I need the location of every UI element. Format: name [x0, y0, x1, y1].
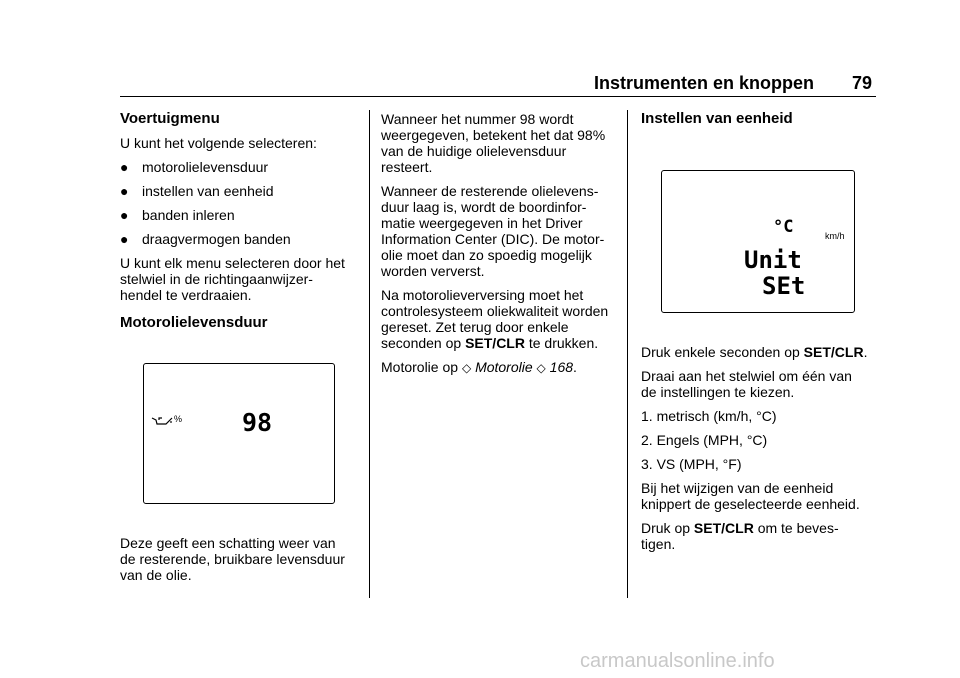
header-rule [120, 96, 876, 97]
set-clr-label: SET/CLR [803, 344, 864, 360]
bullet-icon: ● [120, 159, 129, 175]
reference-page[interactable]: 168 [549, 359, 574, 375]
press-instruction: Druk enkele seconden op SET/CLR. [641, 344, 868, 360]
watermark-text: carmanualsonline.info [580, 650, 775, 672]
set-clr-label: SET/CLR [693, 520, 754, 536]
set-clr-label: SET/CLR [465, 335, 525, 351]
reference-arrow-icon: ◇ [536, 361, 546, 375]
bullet-icon: ● [120, 183, 129, 199]
percent-symbol: % [174, 414, 183, 424]
oil-reference: Motorolie op ◇ Motorolie ◇ 168. [381, 359, 577, 375]
display-line-set: SEt [762, 272, 806, 300]
confirm-instruction: Druk op SET/CLR om te beves- tigen. [641, 520, 839, 552]
select-menu-text: U kunt elk menu selecteren door het stelwiel in de richtingaanwijzer- hendel te verdraaien. [120, 255, 345, 303]
oil-life-display [143, 363, 335, 504]
oil-can-icon [151, 415, 173, 427]
list-item: ● motorolielevensduur [120, 159, 269, 175]
column-3 [641, 111, 881, 135]
list-item: ● banden inleren [120, 207, 235, 223]
page-number: 79 [852, 73, 873, 93]
units-instructions [641, 344, 881, 560]
oil-life-value: 98 [242, 408, 273, 437]
unit-option: 2. Engels (MPH, °C) [641, 432, 768, 448]
page-header-title: Instrumenten en knoppen [594, 73, 815, 93]
speed-unit: km/h [825, 231, 845, 241]
unit-setting-display [661, 170, 855, 313]
reference-arrow-icon: ◇ [461, 361, 472, 375]
column-1 [120, 111, 360, 339]
reference-link-motorolie[interactable]: Motorolie [475, 359, 533, 375]
list-item: ● draagvermogen banden [120, 231, 291, 247]
blink-note: Bij het wijzigen van de eenheid knippert de geselecteerde eenheid. [641, 480, 860, 512]
temperature-unit: °C [773, 217, 794, 237]
paragraph-reset: Na motorolieverversing moet het controlesysteem oliekwaliteit worden gereset. Zet terug door enkele seconden op SET/CLR te drukken. [381, 287, 609, 351]
section-heading-units: Instellen van eenheid [641, 110, 793, 127]
oil-life-description: Deze geeft een schatting weer van de resterende, bruikbare levensduur van de olie. [120, 535, 345, 583]
unit-option: 3. VS (MPH, °F) [641, 456, 742, 472]
list-item: ● instellen van eenheid [120, 183, 274, 199]
bullet-icon: ● [120, 207, 129, 223]
column-divider-1 [369, 110, 370, 598]
paragraph-98-meaning: Wanneer het nummer 98 wordt weergegeven, betekent het dat 98% van de huidige olielevensduur resteert. [381, 111, 606, 175]
column-2 [381, 111, 621, 384]
turn-instruction: Draai aan het stelwiel om één van de instellingen te kiezen. [641, 368, 852, 400]
bullet-icon: ● [120, 231, 129, 247]
intro-text: U kunt het volgende selecteren: [120, 135, 317, 151]
section-heading-oil-life: Motorolielevensduur [120, 314, 268, 331]
paragraph-low-oil: Wanneer de resterende olielevens- duur laag is, wordt de boordinfor- matie weergegeven in het Driver Information Center (DIC). De motor- olie moet dan zo spoedig mogelijk worden ververst. [381, 183, 605, 279]
column-divider-2 [627, 110, 628, 598]
section-heading-vehicle-menu: Voertuigmenu [120, 110, 220, 127]
display-line-unit: Unit [744, 246, 802, 274]
unit-option: 1. metrisch (km/h, °C) [641, 408, 777, 424]
